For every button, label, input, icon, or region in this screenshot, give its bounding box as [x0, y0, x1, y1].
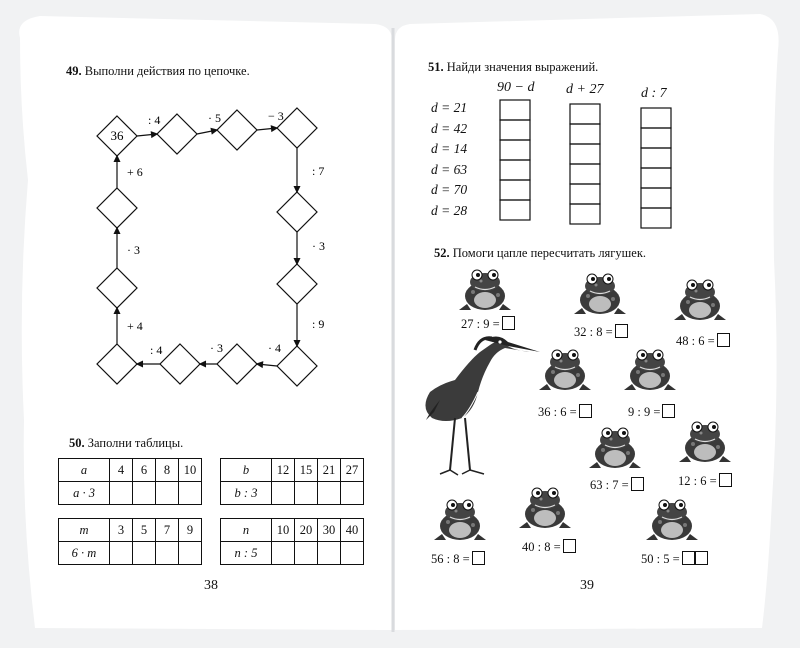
frog-expression: [431, 551, 485, 567]
chain-operation-label: + 6: [127, 165, 143, 179]
frog-expression: [678, 473, 732, 489]
exercise-50-heading: 50. Заполни таблицы.: [69, 436, 184, 450]
expression-text: 27 : 9 =: [461, 317, 500, 331]
answer-box[interactable]: [682, 551, 695, 565]
header-90-minus-d: 90 − d: [497, 80, 535, 95]
frog-expression: [522, 539, 576, 555]
expression-text: 12 : 6 =: [678, 474, 717, 488]
chain-operation-label: · 4: [268, 341, 281, 355]
chain-operation-label: : 4: [148, 113, 161, 127]
frog-expression: [590, 477, 644, 493]
chain-operation-label: · 3: [312, 239, 325, 253]
chain-operation-label: · 3: [210, 341, 223, 355]
answer-box[interactable]: [502, 316, 515, 330]
exercise-52-heading: 52. Помоги цапле пересчитать лягушек.: [434, 246, 647, 260]
exercise-49-heading: 49. Выполни действия по цепочке.: [66, 64, 250, 78]
chain-operation-label: + 4: [127, 319, 143, 333]
answer-box[interactable]: [579, 404, 592, 418]
expression-text: 32 : 8 =: [574, 325, 613, 339]
table-m: m 3 5 7 9 6 · m: [58, 518, 202, 565]
page-number-left: 38: [204, 578, 218, 593]
answer-box[interactable]: [472, 551, 485, 565]
header-d-div-7: d : 7: [641, 86, 667, 101]
page-number-right: 39: [580, 578, 594, 593]
chain-operation-label: : 7: [312, 164, 325, 178]
d-value-row: d = 28: [431, 202, 468, 218]
frog-expression: [628, 404, 675, 420]
d-value-row: d = 14: [431, 141, 468, 156]
chain-operation-label: − 3: [268, 109, 284, 123]
chain-operation-label: · 5: [208, 111, 221, 125]
expression-text: 63 : 7 =: [590, 478, 629, 492]
table-a: a 4 6 8 10 a · 3: [58, 458, 202, 505]
exercise-51-heading: 51. Найди значения выражений.: [428, 60, 599, 74]
frog-expression: [538, 404, 592, 420]
header-d-plus-27: d + 27: [566, 82, 604, 97]
d-value-row: d = 63: [431, 161, 468, 177]
frog-expression: [574, 324, 628, 340]
frog-expression: [676, 333, 730, 349]
expression-text: 36 : 6 =: [538, 405, 577, 419]
expression-text: 56 : 8 =: [431, 552, 470, 566]
expression-text: 48 : 6 =: [676, 334, 715, 348]
answer-box[interactable]: [695, 551, 708, 565]
chain-operation-label: · 3: [127, 243, 140, 257]
expression-text: 9 : 9 =: [628, 405, 661, 419]
d-value-row: d = 70: [431, 182, 468, 197]
d-value-row: d = 21: [431, 100, 468, 115]
answer-box[interactable]: [563, 539, 576, 553]
expression-text: 40 : 8 =: [522, 540, 561, 554]
frog-expression: [641, 551, 708, 567]
frog-expression: [461, 316, 515, 332]
expression-text: 50 : 5 =: [641, 552, 680, 566]
answer-box[interactable]: [631, 477, 644, 491]
d-value-row: d = 42: [431, 120, 468, 136]
table-b: b 12 15 21 27 b : 3: [220, 458, 364, 505]
chain-operation-label: : 4: [150, 343, 163, 357]
table-n: n 10 20 30 40 n : 5: [220, 518, 364, 565]
answer-box[interactable]: [719, 473, 732, 487]
chain-start-value: 36: [110, 128, 124, 143]
answer-box[interactable]: [662, 404, 675, 418]
answer-box[interactable]: [717, 333, 730, 347]
answer-box[interactable]: [615, 324, 628, 338]
chain-operation-label: : 9: [312, 317, 325, 331]
